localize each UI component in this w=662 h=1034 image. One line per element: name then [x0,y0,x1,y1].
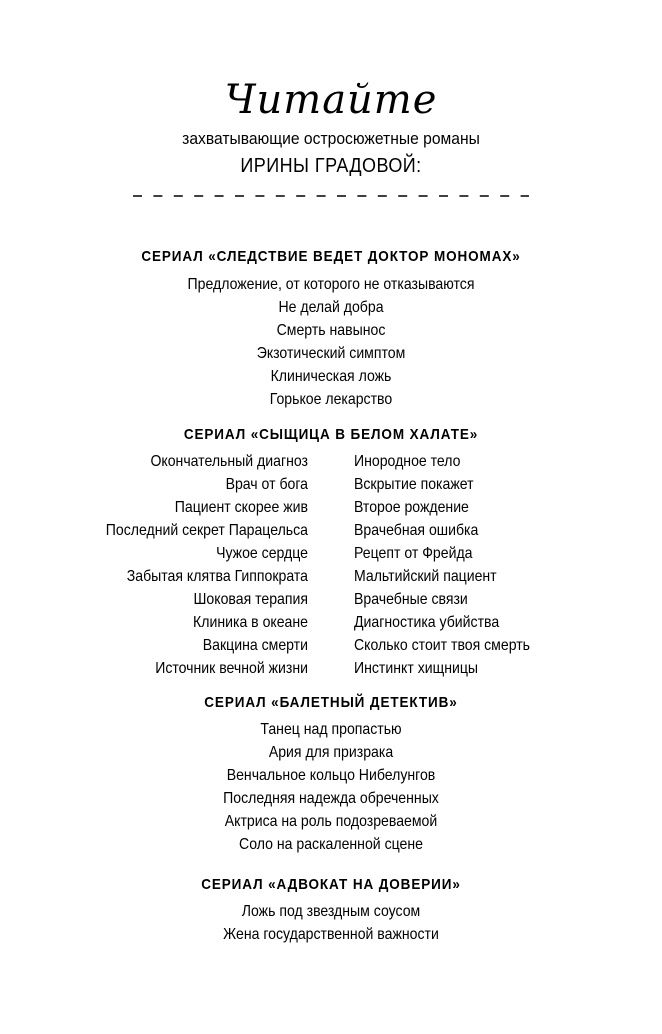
book-title: Чужое сердце [216,545,308,562]
script-title: Читайте [224,77,438,123]
book-title: Клиника в океане [193,614,308,631]
book-title: Ария для призрака [268,744,394,761]
book-title: Соло на раскаленной сцене [239,836,423,853]
author-name: ИРИНЫ ГРАДОВОЙ: [240,155,422,177]
series-title-ballet: СЕРИАЛ «БАЛЕТНЫЙ ДЕТЕКТИВ» [204,694,458,711]
book-title: Актриса на роль подозреваемой [224,813,438,830]
book-title: Вакцина смерти [202,637,308,654]
book-title: Врачебная ошибка [354,522,479,539]
book-title: Сколько стоит твоя смерть [354,637,530,654]
book-title: Окончательный диагноз [150,453,308,470]
book-title: Танец над пропастью [260,721,402,738]
book-list-syshchitsa-left [30,450,308,680]
book-title: Экзотический симптом [256,345,406,362]
book-title: Горькое лекарство [269,391,393,408]
book-title: Вскрытие покажет [354,476,474,493]
book-title: Клиническая ложь [270,368,392,385]
subtitle: захватывающие остросюжетные романы [182,129,480,148]
book-list-advokat [0,900,662,946]
book-title: Последняя надежда обреченных [223,790,439,807]
book-title: Не делай добра [278,299,384,316]
book-list-monomakh [0,273,662,411]
book-title: Ложь под звездным соусом [241,903,421,920]
book-title: Диагностика убийства [354,614,500,631]
book-title: Венчальное кольцо Нибелунгов [226,767,436,784]
book-title: Инстинкт хищницы [354,660,479,677]
book-title: Врачебные связи [354,591,468,608]
book-title: Последний секрет Парацельса [105,522,308,539]
book-title: Жена государственной важности [223,926,439,943]
book-title: Инородное тело [354,453,461,470]
book-list-syshchitsa-right [354,450,644,680]
dashed-divider [133,195,529,197]
book-title: Мальтийский пациент [354,568,497,585]
series-title-monomakh: СЕРИАЛ «СЛЕДСТВИЕ ВЕДЕТ ДОКТОР МОНОМАХ» [141,248,521,265]
book-title: Шоковая терапия [193,591,308,608]
book-title: Забытая клятва Гиппократа [126,568,308,585]
book-title: Смерть навынос [276,322,386,339]
book-list-ballet [0,718,662,856]
series-title-syshchitsa: СЕРИАЛ «СЫЩИЦА В БЕЛОМ ХАЛАТЕ» [183,426,479,443]
book-title: Рецепт от Фрейда [354,545,473,562]
book-title: Второе рождение [354,499,469,516]
series-title-advokat: СЕРИАЛ «АДВОКАТ НА ДОВЕРИИ» [201,876,461,893]
book-title: Источник вечной жизни [155,660,308,677]
book-title: Предложение, от которого не отказываются [187,276,475,293]
book-title: Пациент скорее жив [174,499,308,516]
book-title: Врач от бога [225,476,308,493]
